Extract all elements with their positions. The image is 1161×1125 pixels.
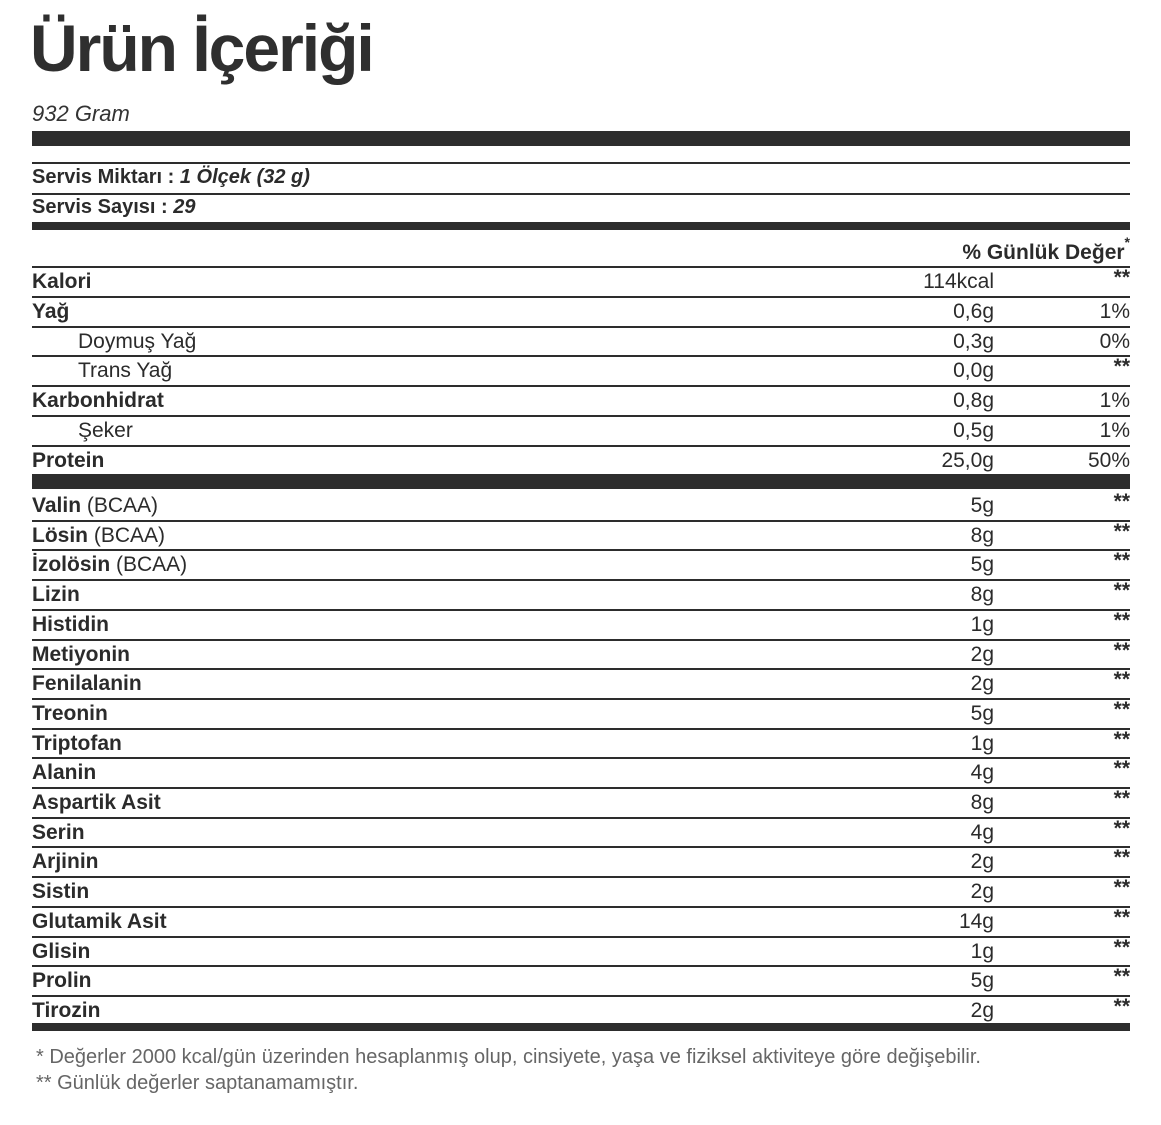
amino-acid-amount: 5g [970,494,994,517]
amino-acid-name: Treonin [32,701,108,725]
nutrient-name: Kalori [32,270,92,293]
amino-acid-daily-value: ** [1113,905,1130,929]
amino-acid-name: Alanin [32,761,97,785]
amino-acid-name: Sistin [32,880,90,904]
amino-acid-amount: 5g [970,969,994,993]
amino-acid-daily-value: ** [1113,668,1130,692]
amino-acid-name-wrap [32,670,142,698]
amino-acid-amount: 5g [970,553,994,577]
amino-acid-name-wrap [32,522,165,550]
amino-acid-name-wrap [32,848,99,876]
nutrient-amount: 0,0g [953,359,994,383]
nutrient-row [32,387,1130,417]
amino-acid-name: Aspartik Asit [32,791,161,814]
amino-acid-row [32,789,1130,819]
amino-acid-name: Lizin [32,583,80,607]
nutrient-name: Trans Yağ [78,359,173,383]
nutrient-name: Protein [32,448,105,472]
amino-acid-row [32,670,1130,700]
amino-acid-name-wrap [32,938,90,966]
nutrient-daily-value: 1% [1099,419,1130,442]
amino-acid-row [32,967,1130,997]
amino-acid-name: Valin [32,494,82,517]
nutrient-amount: 25,0g [941,448,994,472]
amino-acid-name-wrap [32,611,109,639]
nutrient-amount: 0,3g [953,329,994,353]
amino-acid-name: Prolin [32,969,92,993]
footnote-undetermined: ** Günlük değerler saptanamamıştır. [36,1072,359,1094]
daily-value-header-label: % Günlük Değer [962,241,1125,264]
divider-thick-amino [32,474,1130,489]
amino-acid-name: Triptofan [32,731,122,755]
amino-acid-daily-value: ** [1113,994,1130,1018]
daily-value-header [962,234,1130,265]
amino-acid-amount: 5g [970,701,994,725]
amino-acid-amount: 2g [970,672,994,696]
nutrient-amount: 0,6g [953,299,994,323]
amino-acid-suffix: (BCAA) [110,553,188,577]
page-title: Ürün İçeriği [30,11,373,85]
amino-acid-name-wrap [32,967,92,995]
nutrient-row [32,357,1130,387]
serving-count-label: Servis Sayısı : [32,196,174,218]
amino-acid-amount: 2g [970,642,994,666]
package-weight: 932 Gram [32,101,130,126]
amino-acid-amount: 1g [970,731,994,755]
amino-acid-row [32,697,1130,730]
amino-acid-name-wrap [32,789,161,817]
amino-acid-amount: 8g [970,583,994,607]
amino-acid-row [32,905,1130,938]
serving-count-value: 29 [173,196,196,218]
nutrient-row [32,298,1130,328]
amino-acid-row [32,638,1130,671]
amino-acid-daily-value: ** [1113,697,1130,721]
amino-acid-daily-value: ** [1113,638,1130,662]
amino-acid-name: Lösin [32,523,88,547]
nutrient-daily-value: 50% [1087,448,1130,472]
amino-acid-amount: 14g [958,909,994,933]
amino-acid-name-wrap [32,551,187,579]
serving-size-label: Servis Miktarı : [32,166,180,188]
amino-acid-row [32,608,1130,641]
amino-acid-row [32,727,1130,760]
divider-thick-bottom [32,1023,1130,1031]
divider-thick-serving [32,222,1130,230]
nutrient-daily-value: 0% [1099,329,1130,353]
serving-size [32,166,310,189]
amino-acid-name: Fenilalanin [32,672,142,696]
nutrient-amount: 0,5g [953,419,994,442]
amino-acid-name: Glutamik Asit [32,909,167,933]
amino-acid-row [32,816,1130,849]
serving-count [32,196,195,219]
nutrient-row [32,328,1130,358]
amino-acid-amount: 1g [970,612,994,636]
amino-acid-name-wrap [32,819,85,847]
amino-acid-daily-value: ** [1113,757,1130,781]
amino-acid-name: Metiyonin [32,642,130,666]
amino-acid-daily-value: ** [1113,876,1130,900]
nutrient-name: Karbonhidrat [32,389,164,413]
footnote-daily-value: * Değerler 2000 kcal/gün üzerinden hesaplanmış olup, cinsiyete, yaşa ve fiziksel aktiviteye göre değişebilir. [36,1046,981,1068]
amino-acid-name-wrap [32,492,158,520]
amino-acid-name-wrap [32,581,80,609]
nutrient-amount: 114kcal [923,270,994,293]
amino-acid-daily-value: ** [1113,787,1130,810]
amino-acid-amount: 8g [970,523,994,547]
amino-acid-daily-value: ** [1113,846,1130,870]
amino-acid-daily-value: ** [1113,519,1130,543]
nutrient-row [32,417,1130,447]
nutrient-row [32,268,1130,298]
amino-acid-amount: 2g [970,998,994,1022]
divider [32,193,1130,195]
amino-acid-row [32,878,1130,908]
amino-acid-suffix: (BCAA) [81,494,159,517]
amino-acid-daily-value: ** [1113,935,1130,959]
amino-acid-row [32,935,1130,968]
amino-acid-daily-value: ** [1113,965,1130,989]
amino-acid-suffix: (BCAA) [88,523,166,547]
amino-acid-row [32,848,1130,878]
amino-acid-row [32,551,1130,581]
amino-acid-daily-value: ** [1113,816,1130,840]
nutrient-daily-value: 1% [1099,389,1130,413]
amino-acid-row [32,581,1130,611]
nutrient-daily-value: ** [1113,355,1130,379]
amino-acid-row [32,492,1130,522]
divider [32,162,1130,164]
nutrient-amount: 0,8g [953,389,994,413]
amino-acid-amount: 8g [970,791,994,814]
amino-acid-name-wrap [32,759,96,787]
amino-acid-amount: 2g [970,880,994,904]
amino-acid-row [32,519,1130,552]
amino-acid-name: Glisin [32,939,91,963]
amino-acid-name-wrap [32,700,108,728]
amino-acid-name: Serin [32,820,85,844]
amino-acid-daily-value: ** [1113,579,1130,603]
amino-acid-amount: 4g [970,820,994,844]
nutrient-name: Doymuş Yağ [78,329,197,353]
nutrient-daily-value: 1% [1099,299,1130,323]
amino-acid-daily-value: ** [1113,490,1130,513]
amino-acid-row [32,759,1130,789]
amino-acid-name-wrap [32,997,100,1025]
divider-thick-top [32,131,1130,146]
daily-value-header-mark: * [1124,234,1130,250]
amino-acid-name-wrap [32,878,89,906]
amino-acid-name: Arjinin [32,850,99,874]
nutrient-row [32,447,1130,477]
amino-acid-name: Histidin [32,612,109,636]
amino-acid-amount: 4g [970,761,994,785]
amino-acid-name-wrap [32,908,167,936]
nutrient-daily-value: ** [1113,266,1130,289]
serving-size-value: 1 Ölçek (32 g) [179,166,310,188]
amino-acid-amount: 2g [970,850,994,874]
amino-acid-name-wrap [32,730,122,758]
nutrient-name: Şeker [78,419,133,442]
amino-acid-daily-value: ** [1113,727,1130,751]
amino-acid-name: İzolösin [32,553,111,577]
amino-acid-name: Tirozin [32,998,101,1022]
amino-acid-amount: 1g [970,939,994,963]
nutrient-name: Yağ [32,299,70,323]
amino-acid-daily-value: ** [1113,549,1130,573]
amino-acid-daily-value: ** [1113,608,1130,632]
amino-acid-name-wrap [32,641,130,669]
